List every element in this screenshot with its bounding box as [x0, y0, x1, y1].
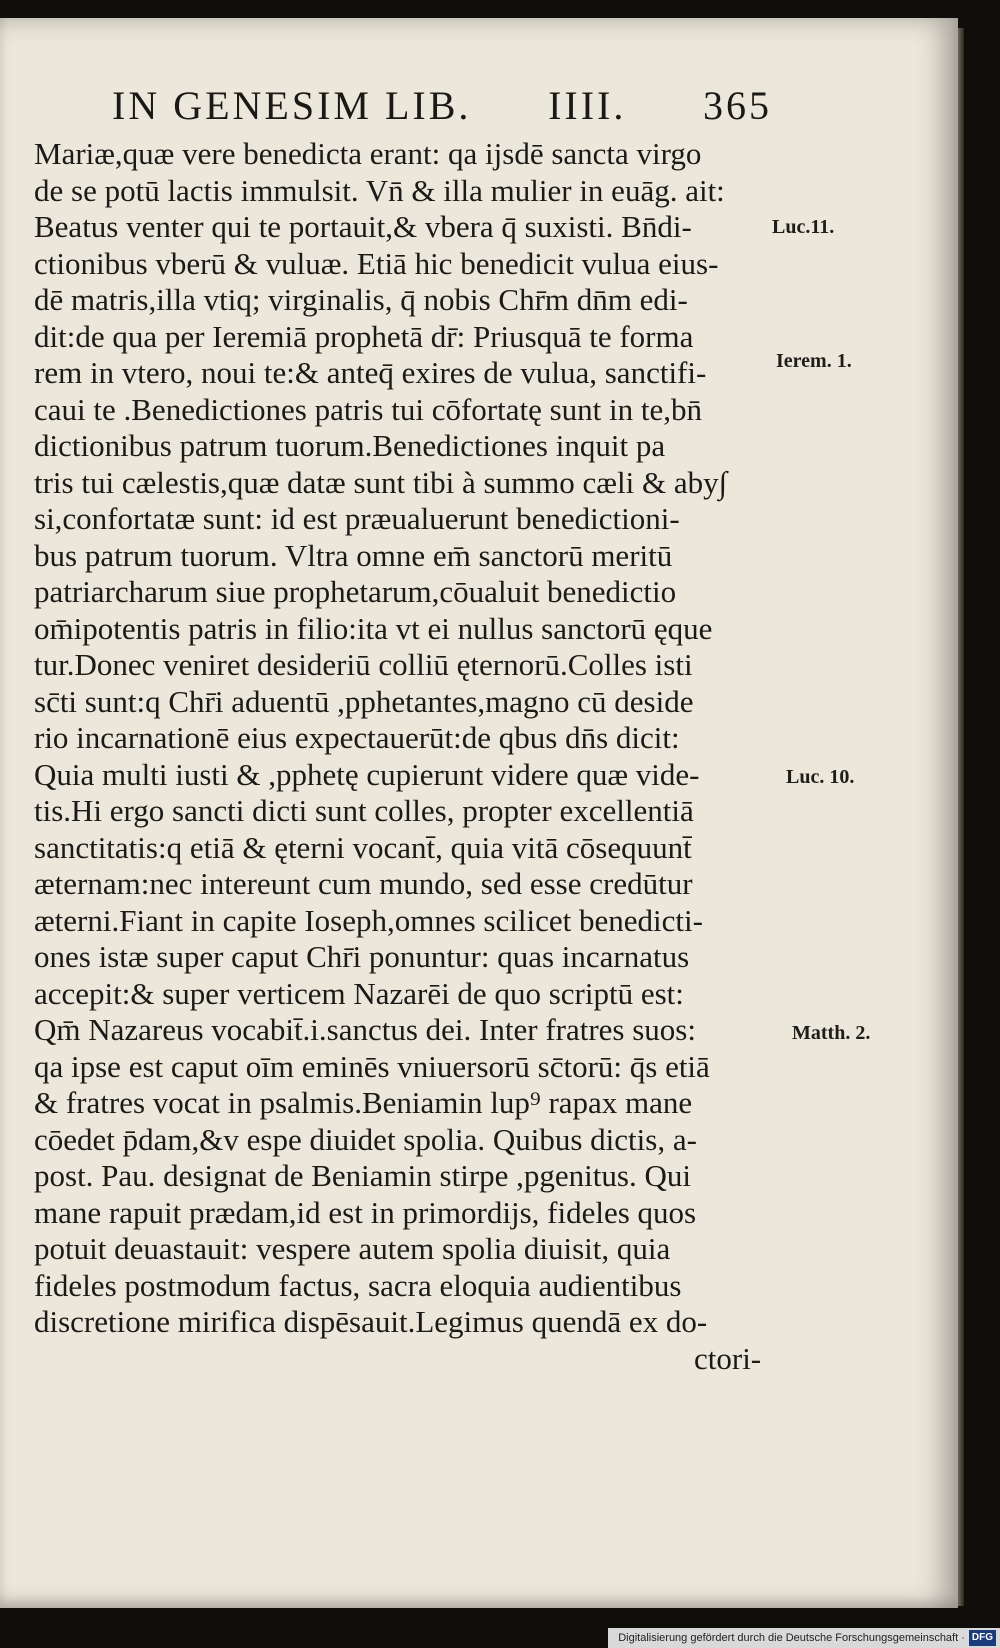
- text-line: sanctitatis:q etiā & ęterni vocant̄, quia vitā cōsequunt̄: [34, 829, 692, 865]
- dfg-logo: DFG: [969, 1630, 996, 1646]
- text-line: bus patrum tuorum. Vltra omne em̄ sanctorū meritū: [34, 537, 673, 573]
- margin-note-luc-10: Luc. 10.: [786, 766, 855, 788]
- text-line: tris tui cælestis,quæ datæ sunt tibi à summo cæli & aby∫: [34, 464, 728, 500]
- text-line: qa ipse est caput oīm eminēs vniuersorū sc̄torū: q̄s etiā: [34, 1048, 710, 1084]
- text-line: Quia multi iusti & ,pphetę cupierunt videre quæ vide-: [34, 756, 700, 792]
- text-line: æternam:nec intereunt cum mundo, sed esse credūtur: [34, 866, 693, 901]
- text-line: tur.Donec veniret desideriū colliū ęternorū.Colles isti: [34, 647, 693, 682]
- text-line: potuit deuastauit: vespere autem spolia diuisit, quia: [34, 1231, 671, 1266]
- text-line: cōedet p̄dam,&v espe diuidet spolia. Quibus dictis, a-: [34, 1121, 697, 1157]
- text-line: & fratres vocat in psalmis.Beniamin lup⁹ rapax mane: [34, 1085, 693, 1120]
- page-number: 365: [702, 83, 772, 128]
- text-line: fideles postmodum factus, sacra eloquia audientibus: [34, 1267, 682, 1303]
- credit-text: Digitalisierung gefördert durch die Deutsche Forschungsgemeinschaft ·: [618, 1632, 965, 1644]
- text-line: si,confortatæ sunt: id est præualuerunt benedictioni-: [34, 501, 680, 536]
- text-line: tis.Hi ergo sancti dicti sunt colles, propter excellentiā: [34, 793, 694, 828]
- text-line: rem in vtero, noui te:& anteq̄ exires de vulua, sanctifi-: [34, 355, 707, 390]
- text-line: Beatus venter qui te portauit,& vbera q̄ suxisti. Bn̄di-: [34, 209, 692, 244]
- text-line: patriarcharum siue prophetarum,cōualuit benedictio: [34, 574, 677, 609]
- text-line: accepit:& super verticem Nazarēi de quo scriptū est:: [34, 975, 684, 1011]
- body-text: [34, 136, 794, 1377]
- margin-note-luc-11: Luc.11.: [772, 216, 835, 238]
- margin-note-matth-2: Matth. 2.: [792, 1022, 871, 1044]
- text-line: post. Pau. designat de Beniamin stirpe ,pgenitus. Qui: [34, 1158, 691, 1193]
- text-line: caui te .Benedictiones patris tui cōfortatę sunt in te,bn̄: [34, 391, 703, 427]
- text-line: om̄ipotentis patris in filio:ita vt ei nullus sanctorū ęque: [34, 610, 713, 646]
- header-book-number: IIII.: [548, 83, 627, 128]
- text-line: ctionibus vberū & vuluæ. Etiā hic benedicit vulua eius-: [34, 245, 719, 281]
- page-edge-shadow: [958, 28, 964, 1606]
- text-line: æterni.Fiant in capite Ioseph,omnes scilicet benedicti-: [34, 902, 703, 938]
- margin-note-ierem-1: Ierem. 1.: [776, 350, 852, 372]
- text-line: Qm̄ Nazareus vocabit̄.i.sanctus dei. Inter fratres suos:: [34, 1012, 696, 1047]
- header-title: IN GENESIM LIB.: [112, 83, 472, 128]
- text-line: mane rapuit prædam,id est in primordijs, fideles quos: [34, 1194, 697, 1230]
- text-line: discretione mirifica dispēsauit.Legimus quendā ex do-: [34, 1304, 708, 1339]
- text-line: dit:de qua per Ieremiā prophetā dr̄: Priusquā te forma: [34, 318, 694, 354]
- text-line: sc̄ti sunt:q Chr̄i aduentū ,pphetantes,magno cū deside: [34, 683, 694, 719]
- text-line: dictionibus patrum tuorum.Benedictiones inquit pa: [34, 428, 666, 463]
- text-line: rio incarnationē eius expectauerūt:de qbus dn̄s dicit:: [34, 720, 680, 755]
- text-line: Mariæ,quæ vere benedicta erant: qa ijsdē sancta virgo: [34, 136, 702, 171]
- text-line: dē matris,illa vtiq; virginalis, q̄ nobis Chr̄m dn̄m edi-: [34, 282, 688, 317]
- running-head: [112, 82, 772, 132]
- text-line: ctori-: [694, 1340, 762, 1376]
- text-line: de se potū lactis immulsit. Vn̄ & illa mulier in euāg. ait:: [34, 172, 725, 208]
- digitization-credit-banner: [608, 1628, 1000, 1648]
- text-line: ones istæ super caput Chr̄i ponuntur: quas incarnatus: [34, 939, 690, 974]
